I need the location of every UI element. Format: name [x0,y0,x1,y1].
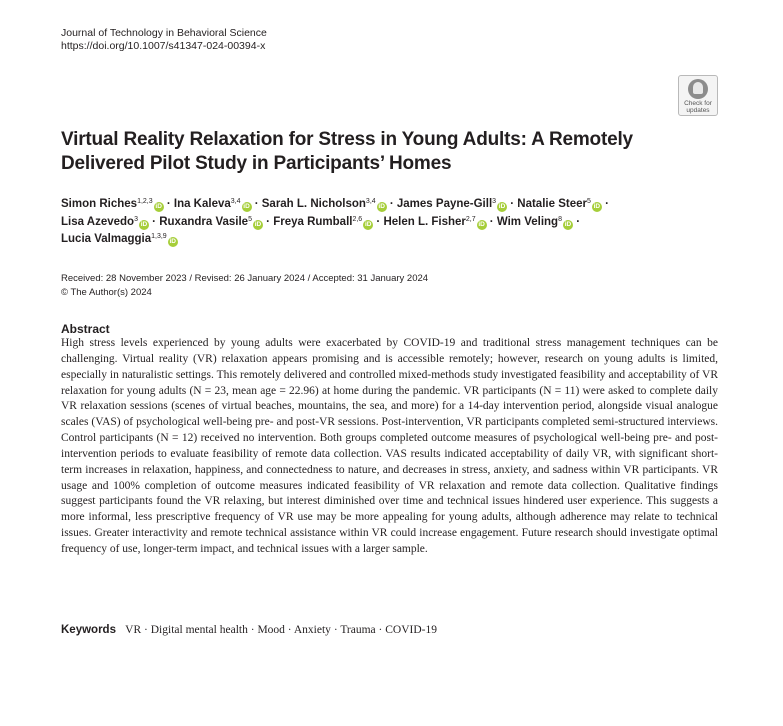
author-affiliation: 5 [586,198,591,205]
author-separator: · [373,215,384,228]
author-list [61,196,701,249]
author-name: Sarah L. Nicholson [261,198,366,210]
author-affiliation: 5 [248,215,252,223]
keywords [61,623,718,638]
orcid-icon[interactable]: iD [155,203,162,210]
author-affiliation: 2,6 [352,215,363,223]
badge-label: Check for updates [684,100,712,114]
author-name: Natalie Steer [517,198,587,210]
author[interactable] [497,216,573,228]
bookmark-icon [688,79,708,99]
author-separator: · [507,198,518,210]
author[interactable] [262,198,387,210]
keywords-label: Keywords [61,624,116,636]
author-separator: · [573,215,581,228]
author[interactable] [61,233,178,245]
author-affiliation: 1,3,9 [151,233,167,240]
author-name: James Payne-Gill [396,198,493,210]
author-separator: · [486,215,497,228]
author[interactable] [61,216,149,228]
keyword-separator: · [330,624,341,636]
orcid-icon[interactable]: iD [564,220,572,228]
keyword[interactable]: Digital mental health [150,624,248,636]
orcid-icon[interactable]: iD [478,220,485,228]
keyword[interactable]: COVID-19 [385,624,438,636]
orcid-icon[interactable]: iD [243,203,250,210]
check-for-updates-badge[interactable] [678,75,718,116]
author-name: Ina Kaleva [173,198,231,210]
author[interactable] [397,198,507,210]
author-name: Freya Rumball [273,215,353,228]
abstract-heading: Abstract [61,322,110,336]
author-separator: · [262,215,274,228]
author-separator: · [601,198,609,210]
keyword-separator: · [375,624,386,636]
journal-doi[interactable]: https://doi.org/10.1007/s41347-024-00394-x [61,40,266,52]
author-affiliation: 2,7 [465,215,476,223]
author-separator: · [251,198,262,210]
orcid-icon[interactable]: iD [364,220,372,228]
author-affiliation: 3,4 [230,198,241,205]
author[interactable] [517,198,602,210]
keyword-separator: · [141,624,151,636]
author[interactable] [159,216,263,228]
orcid-icon[interactable]: iD [593,203,601,210]
author-separator: · [386,198,397,210]
author-separator: · [148,215,160,228]
article-dates [61,272,428,299]
keyword[interactable]: Anxiety [293,624,331,636]
copyright: © The Author(s) 2024 [61,286,152,298]
orcid-icon[interactable]: iD [378,203,385,210]
author-name: Lucia Valmaggia [61,233,152,245]
orcid-icon[interactable]: iD [254,220,262,228]
journal-header [61,27,267,53]
orcid-icon[interactable]: iD [169,238,176,245]
author-affiliation: 3 [492,198,497,205]
author-name: Ruxandra Vasile [159,215,249,228]
keyword[interactable]: Mood [257,624,285,636]
journal-name: Journal of Technology in Behavioral Science [61,27,267,39]
keyword-separator: · [284,624,294,636]
author-affiliation: 3 [134,215,138,223]
keyword-list [125,624,437,636]
abstract-text: High stress levels experienced by young adults were exacerbated by COVID-19 and traditional stress management techniques can be challenging. Virtual reality (VR) relaxation appears promising and is accessible remotely; however, research on young adults is limited, especially in naturalistic settings. This remotely delivered and controlled mixed-methods study investigated feasibility and acceptability of VR relaxation for young adults (N = 23, mean age = 22.96) at home during the pandemic. VR participants (N = 11) were asked to complete daily VR relaxation sessions (scenes of virtual beaches, mountains, the sea, and more) for a 14-day intervention period, alongside visual analogue scales (VAS) of psychological well-being pre- and post-VR sessions. Post-intervention, VR participants completed semi-structured interviews. Control participants (N = 12) received no intervention. Both groups completed outcome measures of psychological well-being pre- and post-intervention periods to evaluate feasibility of remote data collection. VAS results indicated acceptability of daily VR, with significant short-term increases in relaxation, happiness, and connectedness to nature, and decreases in stress, anxiety, and sadness within VR participants. VR usage and 100% completion of outcome measures indicated feasibility of VR relaxation and remote data collection. Qualitative findings suggest participants found the VR relaxing, but interest diminished over time and technical issues hindered user experience. This suggests a more informal, less prescriptive frequency of VR use may be more appealing for young adults, although adherence may relate to technical issues. Greater interactivity and remote technical assistance within VR could increase engagement. Future research should investigate optimal frequency of use, longer-term impact, and technical issues with a larger sample. [61,337,718,555]
author[interactable] [174,198,252,210]
author-name: Wim Veling [496,215,559,228]
author-affiliation: 3,4 [365,198,376,205]
history-dates: Received: 28 November 2023 / Revised: 26 January 2024 / Accepted: 31 January 2024 [61,273,429,284]
author-affiliation: 8 [558,215,562,223]
orcid-icon[interactable]: iD [140,220,148,228]
author-affiliation: 1,2,3 [137,198,153,205]
author[interactable] [383,216,486,228]
orcid-icon[interactable]: iD [498,203,506,210]
author-name: Simon Riches [61,198,138,210]
author[interactable] [273,216,373,228]
article-title: Virtual Reality Relaxation for Stress in Young Adults: A Remotely Delivered Pilot Study in Participants’ Homes [61,129,633,174]
author-separator: · [163,198,174,210]
keyword[interactable]: Trauma [340,624,376,636]
author-name: Lisa Azevedo [61,215,135,228]
author-name: Helen L. Fisher [383,215,466,228]
author[interactable] [61,198,164,210]
keyword-separator: · [247,624,258,636]
keyword[interactable]: VR [125,624,142,636]
